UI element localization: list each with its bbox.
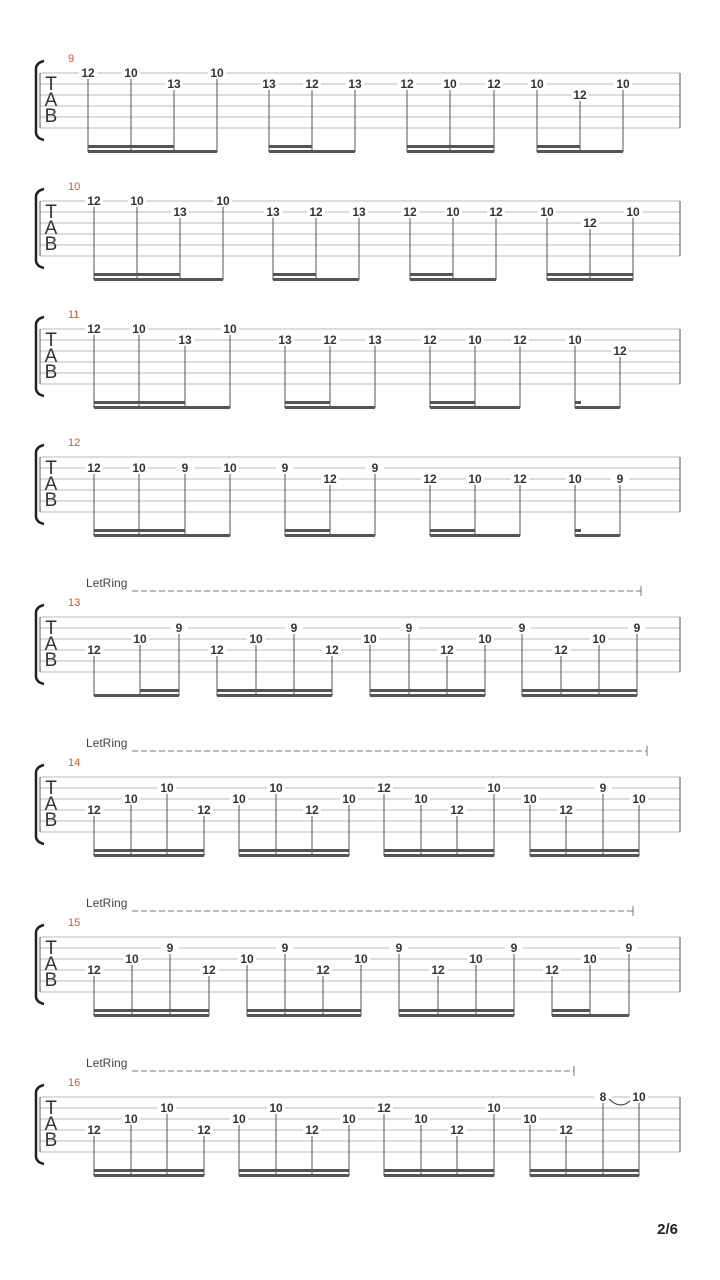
beam-secondary	[552, 1009, 590, 1012]
beat-group	[528, 77, 632, 153]
fret-number: 10	[592, 632, 606, 646]
fret-number: 9	[281, 461, 289, 475]
beam-secondary	[410, 273, 453, 276]
fret-number: 12	[400, 77, 414, 91]
fret-number: 10	[468, 472, 482, 486]
fret-number: 10	[223, 461, 237, 475]
let-ring-label: LetRing	[86, 1056, 128, 1070]
fret-number: 10	[414, 1112, 428, 1126]
staff-system-13	[36, 576, 680, 697]
beam-primary	[269, 150, 355, 153]
beam-primary	[273, 278, 359, 281]
fret-number: 12	[423, 472, 437, 486]
fret-number: 10	[124, 792, 138, 806]
beam-primary	[94, 406, 230, 409]
fret-number: 9	[616, 472, 624, 486]
beam-secondary	[94, 849, 204, 852]
beam-secondary	[247, 1009, 361, 1012]
fret-number: 12	[305, 77, 319, 91]
measure-number: 14	[68, 757, 81, 769]
staff-system-10	[36, 181, 680, 281]
tab-clef-letter: T	[45, 202, 57, 223]
fret-number: 10	[468, 333, 482, 347]
beam-secondary	[285, 401, 330, 404]
fret-number: 9	[510, 941, 518, 955]
beam-primary	[239, 854, 349, 857]
fret-number: 10	[125, 952, 139, 966]
fret-number: 10	[269, 781, 283, 795]
tab-clef-letter: T	[45, 938, 57, 959]
beam-primary	[94, 1174, 204, 1177]
staff-system-12	[36, 437, 680, 537]
tab-clef-letter: A	[44, 474, 58, 495]
measure-number: 16	[68, 1077, 81, 1089]
beat-group	[79, 66, 226, 153]
fret-number: 10	[523, 792, 537, 806]
beam-primary	[217, 694, 332, 697]
fret-number: 10	[160, 781, 174, 795]
beat-group	[230, 781, 358, 857]
beat-group	[421, 333, 529, 409]
fret-number: 13	[262, 77, 276, 91]
beat-group	[421, 472, 529, 537]
fret-number: 12	[87, 1123, 101, 1137]
tab-clef-letter: A	[44, 346, 58, 367]
beat-group	[543, 941, 638, 1017]
beam-secondary	[217, 689, 332, 692]
fret-number: 12	[583, 216, 597, 230]
beam-primary	[547, 278, 633, 281]
fret-number: 10	[132, 322, 146, 336]
fret-number: 12	[513, 333, 527, 347]
measure-number: 9	[68, 53, 75, 65]
beam-secondary	[94, 273, 180, 276]
fret-number: 12	[423, 333, 437, 347]
beam-primary	[430, 406, 520, 409]
fret-number: 12	[87, 963, 101, 977]
fret-number: 10	[446, 205, 460, 219]
beat-group	[85, 1101, 213, 1177]
staff-system-14	[36, 736, 680, 857]
fret-number: 12	[309, 205, 323, 219]
fret-number: 9	[518, 621, 526, 635]
fret-number: 10	[160, 1101, 174, 1115]
fret-number: 12	[554, 643, 568, 657]
fret-number: 12	[325, 643, 339, 657]
beam-secondary	[94, 1169, 204, 1172]
beam-primary	[94, 694, 179, 697]
fret-number: 12	[431, 963, 445, 977]
beam-secondary	[239, 849, 349, 852]
fret-number: 13	[178, 333, 192, 347]
fret-number: 10	[130, 194, 144, 208]
beam-secondary	[407, 145, 494, 148]
measure-number: 10	[68, 181, 81, 193]
fret-number: 10	[568, 333, 582, 347]
fret-number: 10	[240, 952, 254, 966]
beat-group	[538, 205, 642, 281]
tab-clef-letter: A	[44, 794, 58, 815]
tab-clef-letter: T	[45, 74, 57, 95]
tab-clef-letter: B	[44, 106, 58, 127]
fret-number: 9	[175, 621, 183, 635]
fret-number: 12	[323, 333, 337, 347]
beat-group	[521, 781, 648, 857]
fret-number: 12	[377, 781, 391, 795]
beam-primary	[410, 278, 496, 281]
tab-clef-letter: A	[44, 90, 58, 111]
beam-primary	[575, 406, 620, 409]
fret-number: 10	[342, 792, 356, 806]
beat-group	[398, 77, 503, 153]
staff-system-11	[36, 309, 680, 409]
fret-number: 12	[87, 643, 101, 657]
fret-number: 12	[81, 66, 95, 80]
fret-number: 12	[559, 1123, 573, 1137]
fret-number: 9	[290, 621, 298, 635]
beam-secondary	[530, 1169, 639, 1172]
fret-number: 12	[377, 1101, 391, 1115]
beam-secondary	[94, 529, 185, 532]
beam-primary	[239, 1174, 349, 1177]
beat-group	[208, 621, 341, 697]
tab-clef-letter: B	[44, 970, 58, 991]
fret-number: 10	[232, 1112, 246, 1126]
tie-arc	[609, 1099, 632, 1105]
fret-number: 12	[197, 1123, 211, 1137]
fret-number: 12	[305, 803, 319, 817]
staff-system-9	[36, 53, 680, 153]
fret-number: 13	[167, 77, 181, 91]
beat-group	[521, 1090, 648, 1177]
fret-number: 13	[352, 205, 366, 219]
fret-number: 9	[281, 941, 289, 955]
beam-secondary	[88, 145, 174, 148]
fret-number: 12	[87, 194, 101, 208]
beam-secondary	[94, 1009, 209, 1012]
fret-number: 13	[368, 333, 382, 347]
tab-clef-letter: B	[44, 362, 58, 383]
tab-clef-letter: T	[45, 330, 57, 351]
fret-number: 12	[87, 322, 101, 336]
beam-secondary	[370, 689, 485, 692]
tab-clef-letter: B	[44, 650, 58, 671]
fret-number: 10	[354, 952, 368, 966]
fret-number: 9	[599, 781, 607, 795]
fret-number: 12	[210, 643, 224, 657]
fret-number: 10	[223, 322, 237, 336]
beam-primary	[285, 406, 375, 409]
beam-secondary	[269, 145, 312, 148]
fret-number: 12	[316, 963, 330, 977]
tab-clef-letter: T	[45, 1098, 57, 1119]
fret-number: 13	[278, 333, 292, 347]
beam-primary	[552, 1014, 629, 1017]
beat-group	[513, 621, 646, 697]
beat-group	[85, 781, 213, 857]
staff-system-15	[36, 896, 680, 1017]
beam-secondary	[384, 849, 494, 852]
beam-secondary	[547, 273, 633, 276]
beam-secondary	[384, 1169, 494, 1172]
fret-number: 12	[202, 963, 216, 977]
fret-number: 12	[487, 77, 501, 91]
fret-number: 10	[443, 77, 457, 91]
beam-secondary	[273, 273, 316, 276]
fret-number: 12	[450, 803, 464, 817]
fret-number: 12	[440, 643, 454, 657]
beat-group	[566, 472, 629, 537]
fret-number: 12	[573, 88, 587, 102]
beat-group	[85, 194, 232, 281]
beat-group	[85, 322, 239, 409]
page-number: 2/6	[657, 1221, 678, 1238]
fret-number: 12	[197, 803, 211, 817]
beat-group	[264, 205, 368, 281]
fret-number: 10	[363, 632, 377, 646]
fret-number: 10	[487, 1101, 501, 1115]
fret-number: 12	[403, 205, 417, 219]
beam-primary	[88, 150, 217, 153]
beat-group	[390, 941, 523, 1017]
fret-number: 10	[632, 1090, 646, 1104]
fret-number: 10	[478, 632, 492, 646]
tab-clef-letter: T	[45, 458, 57, 479]
tab-clef-letter: A	[44, 218, 58, 239]
beam-secondary	[430, 401, 475, 404]
fret-number: 9	[633, 621, 641, 635]
fret-number: 12	[323, 472, 337, 486]
beat-group	[85, 621, 188, 697]
fret-number: 10	[414, 792, 428, 806]
beam-secondary	[430, 529, 475, 532]
beam-primary	[530, 854, 639, 857]
beam-secondary	[537, 145, 580, 148]
beam-primary	[399, 1014, 514, 1017]
fret-number: 10	[132, 461, 146, 475]
beam-primary	[522, 694, 637, 697]
fret-number: 13	[348, 77, 362, 91]
beam-primary	[530, 1174, 639, 1177]
beat-group	[401, 205, 505, 281]
fret-number: 10	[568, 472, 582, 486]
beat-group	[276, 461, 384, 537]
fret-number: 9	[625, 941, 633, 955]
beat-group	[361, 621, 494, 697]
beam-secondary	[575, 529, 581, 532]
beam-primary	[407, 150, 494, 153]
beam-primary	[575, 534, 620, 537]
beam-primary	[384, 854, 494, 857]
fret-number: 10	[632, 792, 646, 806]
beat-group	[566, 333, 629, 409]
beat-group	[375, 1101, 503, 1177]
fret-number: 12	[87, 461, 101, 475]
fret-number: 13	[173, 205, 187, 219]
fret-number: 10	[249, 632, 263, 646]
fret-number: 8	[599, 1090, 607, 1104]
beat-group	[85, 461, 239, 537]
beam-secondary	[94, 401, 185, 404]
measure-number: 11	[68, 309, 80, 321]
tab-clef-letter: A	[44, 954, 58, 975]
beam-secondary	[140, 689, 179, 692]
fret-number: 10	[540, 205, 554, 219]
tab-clef-letter: B	[44, 234, 58, 255]
beat-group	[230, 1101, 358, 1177]
beam-secondary	[522, 689, 637, 692]
fret-number: 10	[216, 194, 230, 208]
beat-group	[238, 941, 370, 1017]
fret-number: 12	[489, 205, 503, 219]
beam-secondary	[399, 1009, 514, 1012]
measure-number: 13	[68, 597, 81, 609]
beam-primary	[430, 534, 520, 537]
beam-secondary	[285, 529, 330, 532]
fret-number: 10	[269, 1101, 283, 1115]
beam-primary	[384, 1174, 494, 1177]
fret-number: 10	[232, 792, 246, 806]
fret-number: 10	[626, 205, 640, 219]
beam-primary	[94, 534, 230, 537]
fret-number: 12	[305, 1123, 319, 1137]
beam-primary	[94, 278, 223, 281]
beam-primary	[370, 694, 485, 697]
fret-number: 10	[523, 1112, 537, 1126]
beam-secondary	[530, 849, 639, 852]
tab-clef-letter: A	[44, 634, 58, 655]
beam-primary	[94, 1014, 209, 1017]
fret-number: 12	[513, 472, 527, 486]
let-ring-label: LetRing	[86, 736, 128, 750]
fret-number: 10	[210, 66, 224, 80]
beam-primary	[537, 150, 623, 153]
fret-number: 10	[616, 77, 630, 91]
fret-number: 9	[371, 461, 379, 475]
tab-clef-letter: B	[44, 490, 58, 511]
beam-primary	[247, 1014, 361, 1017]
fret-number: 9	[181, 461, 189, 475]
fret-number: 12	[450, 1123, 464, 1137]
staff-system-16	[36, 1056, 680, 1177]
fret-number: 9	[405, 621, 413, 635]
fret-number: 9	[166, 941, 174, 955]
fret-number: 10	[583, 952, 597, 966]
fret-number: 9	[395, 941, 403, 955]
fret-number: 12	[545, 963, 559, 977]
measure-number: 15	[68, 917, 81, 929]
fret-number: 10	[487, 781, 501, 795]
fret-number: 10	[342, 1112, 356, 1126]
tab-clef-letter: B	[44, 810, 58, 831]
beam-secondary	[575, 401, 581, 404]
let-ring-label: LetRing	[86, 576, 128, 590]
measure-number: 12	[68, 437, 81, 449]
fret-number: 10	[124, 1112, 138, 1126]
beat-group	[85, 941, 218, 1017]
fret-number: 12	[87, 803, 101, 817]
fret-number: 13	[266, 205, 280, 219]
fret-number: 10	[133, 632, 147, 646]
tab-clef-letter: A	[44, 1114, 58, 1135]
fret-number: 10	[124, 66, 138, 80]
let-ring-label: LetRing	[86, 896, 128, 910]
tab-clef-letter: T	[45, 618, 57, 639]
beat-group	[276, 333, 384, 409]
beam-primary	[94, 854, 204, 857]
beam-secondary	[239, 1169, 349, 1172]
fret-number: 10	[469, 952, 483, 966]
fret-number: 12	[613, 344, 627, 358]
tab-clef-letter: T	[45, 778, 57, 799]
beat-group	[375, 781, 503, 857]
beat-group	[260, 77, 364, 153]
fret-number: 12	[559, 803, 573, 817]
fret-number: 10	[530, 77, 544, 91]
tab-clef-letter: B	[44, 1130, 58, 1151]
beam-primary	[285, 534, 375, 537]
